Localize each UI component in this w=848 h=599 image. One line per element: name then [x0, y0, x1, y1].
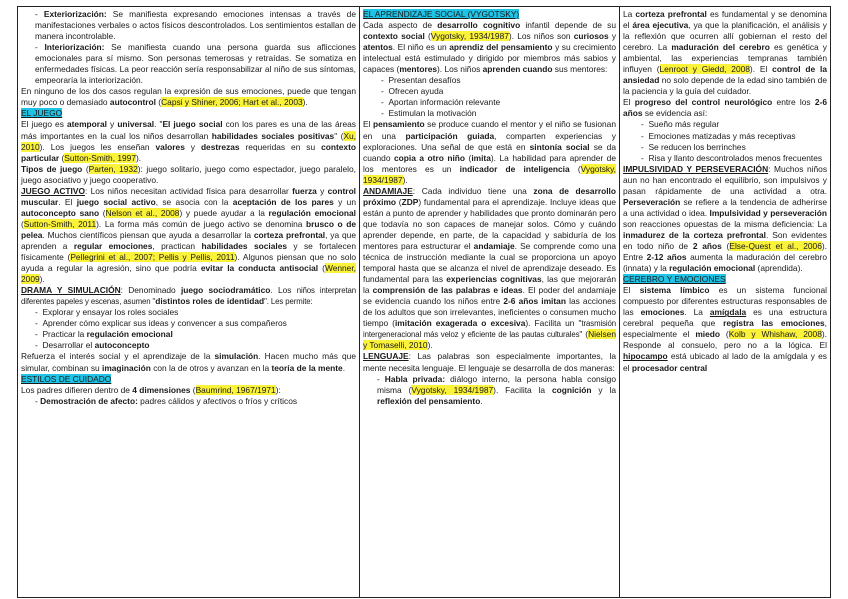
- text-run: . Hacen mucho más que simular, combinan su: [21, 351, 356, 373]
- text-run: , ya que aprenden a: [21, 229, 356, 251]
- text-run: ). La forma más común de juego activo se denomina: [96, 218, 307, 229]
- text-run: y: [608, 31, 617, 42]
- text-run: (: [465, 152, 472, 163]
- text-run: .: [480, 395, 483, 406]
- text-run: ). Algunos piensan que no solo ayuda a regular la agresión, sino que podría: [21, 252, 357, 274]
- impulsividad-paragraph: [623, 164, 827, 274]
- text-run: Se manifiesta cuando una persona guarda sus aflicciones emocionales para sí mismo. Son personas temerosas y retraídas. Se somatiza en enfermedades físicas. La peor reacción sería responsabilizar al niño de sus síntomas, empeoraría la interiorización.: [35, 42, 356, 86]
- sistema-limbico-paragraph: [623, 285, 827, 373]
- cerebro-emociones-heading: CEREBRO Y EMOCIONES: [623, 274, 726, 285]
- text-run: ).: [427, 340, 433, 351]
- text-run: (: [21, 218, 24, 229]
- text-run: pensamiento: [372, 119, 425, 130]
- text-run: Sueño más regular: [648, 119, 720, 130]
- text-run: regulación emocional: [86, 329, 173, 340]
- list-item: - Ofrecen ayuda: [381, 86, 444, 97]
- text-run: imita: [471, 152, 491, 163]
- text-run: ANDAMIAJE: [363, 185, 413, 196]
- text-run: ). La habilidad para aprender de los mentores es un: [363, 152, 617, 174]
- text-run: experiencias cognitivas: [446, 274, 542, 285]
- text-run: juego sociodramático: [180, 285, 271, 296]
- text-run: regular emociones: [73, 240, 153, 251]
- text-run: sistema límbico: [639, 285, 710, 296]
- text-run: valores: [155, 141, 185, 152]
- text-run: ) y puede ayudar a la: [179, 207, 269, 218]
- text-run: aumenta la maduración del cerebro (innata) y la: [623, 252, 827, 274]
- text-run: son reacciones opuestas de la misma deficiencia: La: [623, 218, 827, 229]
- citation: Capsi y Shiner, 2006; Hart et al., 2003: [161, 97, 303, 108]
- text-run: y un: [333, 196, 356, 207]
- simulacion-paragraph: [21, 351, 356, 373]
- text-run: mentores: [399, 64, 438, 75]
- text-run: sintonía social: [529, 141, 590, 152]
- list-item: - Sueño más regular: [641, 119, 720, 130]
- text-run: atemporal: [66, 119, 107, 130]
- text-run: infantil depende de su: [520, 20, 616, 31]
- text-run: . Los: [270, 285, 297, 296]
- el-juego-heading: EL JUEGO: [21, 108, 63, 119]
- text-run: (: [155, 97, 162, 108]
- text-run: ).: [39, 274, 45, 285]
- notes-table: [17, 6, 831, 598]
- estilos-de-cuidado-heading: ESTILOS DE CUIDADO: [21, 373, 112, 384]
- text-run: y la: [591, 384, 616, 395]
- text-run: Practicar la: [42, 329, 87, 340]
- citation: Pellegrini et al., 2007; Pellis y Pellis, 2011: [70, 252, 235, 263]
- text-run: ). El: [749, 64, 773, 75]
- text-run: (: [569, 163, 581, 174]
- text-run: . Son evidentes en todo niño de: [623, 229, 827, 251]
- text-run: Aportan información relevante: [388, 97, 501, 108]
- text-run: : Cada individuo tiene una: [412, 185, 534, 196]
- citation: Xu, 2010: [21, 130, 357, 152]
- text-run: El: [363, 119, 373, 130]
- text-run: 2-6 años imitan: [503, 296, 566, 307]
- text-run: autocontrol: [109, 97, 156, 108]
- citation: Parten, 1932: [88, 163, 138, 174]
- text-run: : Muchos niños aun no han encontrado el equilibrio, son impulsivos y pasan rápidamente de una actividad a otra.: [623, 163, 828, 196]
- text-run: trasmisión intergeneracional más veloz y eficiente de las pautas culturales: [363, 319, 616, 340]
- text-run: ). Los niños: [437, 64, 483, 75]
- andamiaje-paragraph: [363, 186, 616, 352]
- text-run: emociones: [640, 307, 685, 318]
- column-1: [18, 7, 360, 597]
- text-run: entre los: [772, 97, 815, 108]
- column-3: [620, 7, 830, 597]
- text-run: 2-6 años: [623, 97, 827, 119]
- text-run: -: [35, 9, 44, 19]
- text-run: ).: [302, 97, 308, 108]
- text-run: Cada aspecto de: [363, 20, 438, 31]
- exteriorizacion-paragraph: [21, 9, 356, 42]
- text-run: copia a otro niño: [394, 152, 466, 163]
- text-run: habilidades sociales: [201, 240, 288, 251]
- text-run: Los padres difieren dentro de: [21, 384, 133, 395]
- text-run: imaginación: [102, 362, 151, 373]
- text-run: y se fortalecen físicamente (: [21, 240, 356, 263]
- text-run: corteza prefrontal: [253, 229, 326, 240]
- text-run: ). Los juegos les enseñan: [39, 141, 156, 152]
- text-run: con la de otros y avanzan en la: [150, 362, 272, 373]
- text-run: miedo: [695, 329, 721, 340]
- text-run: ) fundamental para el aprendizaje. Incluye ideas que están a punto de aprender y habilidades que pronto dominarán pero que todavía no son capaces de manejar solos. Cómo y cuándo aprender depende, en parte, de la capacidad y sabiduría de los mentores para estructurar el: [363, 196, 616, 251]
- list-item: - Practicar la regulación emocional: [35, 329, 173, 340]
- text-run: IMPULSIVIDAD Y PERSEVERACIÓN: [623, 163, 769, 174]
- text-run: (: [190, 384, 196, 395]
- lenguaje-paragraph: [363, 351, 616, 373]
- text-run: regulación emocional: [268, 207, 356, 218]
- text-run: (: [318, 263, 325, 274]
- text-run: . El niño es un: [392, 42, 450, 53]
- text-run: Presentan desafíos: [388, 75, 461, 86]
- text-run: distintos roles de identidad: [155, 296, 265, 307]
- text-run: indicador de inteligencia: [459, 163, 570, 174]
- text-run: Explorar y ensayar los roles sociales: [42, 307, 179, 318]
- text-run: contexto social: [363, 31, 425, 42]
- text-run: Ofrecen ayuda: [388, 86, 444, 97]
- text-run: Emociones matizadas y más receptivas: [648, 130, 796, 141]
- drama-list: [21, 307, 356, 351]
- text-run: , las que mejorarán la: [363, 274, 616, 296]
- text-run: . Se comprende como una técnica de instrucción mediante la cual se proporciona un apoyo temporal hasta que se alcanza el nivel de aprendizaje deseado. Es fundamental para las: [363, 240, 617, 285]
- text-run: aprenden cuando: [482, 64, 553, 75]
- text-run: , se asocia con la: [155, 196, 233, 207]
- text-run: evitar la conducta antisocial: [200, 263, 319, 274]
- text-run: contexto particular: [21, 141, 356, 163]
- text-run: y: [107, 119, 118, 130]
- text-run: corteza prefrontal: [635, 9, 707, 19]
- drama-simulacion-paragraph: [21, 285, 356, 307]
- list-item: - Desarrollar el autoconcepto: [35, 340, 150, 351]
- text-run: procesador central: [631, 362, 708, 373]
- mentores-list: [363, 75, 616, 119]
- text-run: El juego social: [162, 119, 223, 130]
- text-run: es fundamental y se denomina el: [623, 9, 827, 31]
- text-run: Estimulan la motivación: [388, 108, 477, 119]
- list-item: - Explorar y ensayar los roles sociales: [35, 307, 179, 318]
- text-run: ).: [402, 174, 408, 185]
- citation: Sutton-Smith, 1997: [64, 152, 136, 163]
- text-run: Exteriorización:: [43, 9, 107, 19]
- text-run: aceptación de los pares: [232, 196, 334, 207]
- text-run: : Denominado: [120, 285, 181, 296]
- text-run: niños interpretan diferentes papeles y escenas, asumen ": [21, 286, 356, 307]
- text-run: curiosos: [573, 31, 609, 42]
- list-item: - Aportan información relevante: [381, 97, 501, 108]
- text-run: autoconcepto sano: [21, 207, 100, 218]
- citation: Lenroot y Giedd, 2008: [659, 64, 750, 75]
- dimensiones-paragraph: [21, 385, 356, 396]
- text-run: desarrollo cognitivo: [437, 20, 521, 31]
- tipos-de-juego-paragraph: [21, 164, 356, 186]
- control-neurologico-paragraph: [623, 97, 827, 119]
- text-run: " (: [579, 329, 589, 340]
- text-run: simulación: [214, 351, 259, 362]
- text-run: ). Los niños son: [508, 31, 574, 42]
- text-run: ): juego solitario, juego como espectador, juego paralelo, juego asociativo y juego cooperativo.: [21, 163, 356, 185]
- citation: Sutton-Smith, 2011: [23, 218, 97, 229]
- text-run: hipocampo: [623, 351, 668, 362]
- text-run: está ubicado al lado de la amígdala y es el: [623, 351, 827, 373]
- text-run: Se manifiesta expresando emociones intensas a través de manifestaciones verbales o actos físicos descontrolados. Los sentimientos estallan de manera incontrolable.: [35, 9, 356, 42]
- vygotsky-heading: EL APRENDIZAJE SOCIAL (VYGOTSKY): [363, 9, 520, 19]
- text-run: Demostración de afecto:: [40, 395, 138, 406]
- text-run: Se reducen los berrinches: [648, 141, 746, 152]
- demostracion-afecto-paragraph: [21, 396, 356, 407]
- text-run: El: [623, 285, 640, 296]
- text-run: En ninguno de los dos casos regulan la expresión de sus emociones, puede que tengan muy poco o demasiado: [21, 86, 356, 108]
- text-run: ):: [275, 384, 281, 395]
- text-run: El juego es: [21, 119, 67, 130]
- text-run: , ya que la planificación, el análisis y la reflexión que ocurren allí gobiernan el resto del cerebro. La: [623, 20, 827, 53]
- text-run: Refuerza el interés social y el aprendizaje de la: [21, 351, 215, 362]
- list-item: - Se reducen los berrinches: [641, 141, 746, 152]
- text-run: ). Responde al consuelo, pero no a la lógica. El: [623, 329, 827, 351]
- text-run: ). Facilita la: [493, 384, 552, 395]
- text-run: (: [721, 240, 730, 251]
- text-run: " (: [334, 130, 344, 141]
- text-run: Tipos de juego: [21, 163, 83, 174]
- juego-intro-paragraph: [21, 119, 356, 163]
- citation: Else-Quest et al., 2006: [729, 240, 822, 251]
- text-run: destrezas: [200, 141, 240, 152]
- text-run: regulación emocional: [669, 263, 756, 274]
- text-run: Impulsividad y perseveración: [709, 207, 827, 218]
- pensamiento-paragraph: [363, 119, 616, 185]
- citation: Vygotsky, 1934/1987: [363, 163, 616, 185]
- text-run: se produce cuando el mentor y el niño se fusionan en una: [363, 119, 616, 141]
- corteza-prefrontal-paragraph: [623, 9, 827, 97]
- text-run: (: [424, 31, 431, 42]
- text-run: Interiorización:: [44, 42, 105, 53]
- text-run: Desarrollar el: [42, 340, 95, 351]
- text-run: es una estructura cerebral pequeña que: [623, 307, 827, 329]
- text-run: , especialmente el: [623, 318, 827, 340]
- text-run: Risa y llanto descontrolados menos frecuentes: [648, 152, 823, 163]
- list-item: - Estimulan la motivación: [381, 108, 477, 119]
- text-run: padres cálidos y afectivos o fríos y críticos: [137, 395, 298, 406]
- text-run: y su crecimiento intelectual está estimulado y dirigido por miembros más sabios y capaces (: [363, 42, 616, 75]
- text-run: Perseveración: [623, 196, 681, 207]
- text-run: ". Les permite:: [264, 297, 313, 307]
- text-run: requeridas en su: [239, 141, 322, 152]
- text-run: Habla privada:: [384, 373, 446, 384]
- text-run: y: [316, 185, 328, 196]
- text-run: LENGUAJE: [363, 351, 409, 362]
- text-run: registra las emociones: [723, 318, 825, 329]
- text-run: control de la ansiedad: [623, 64, 827, 86]
- text-run: fuerza: [292, 185, 317, 196]
- text-run: no solo depende de la edad sino también de la paciencia y la guía del cuidador.: [623, 75, 827, 97]
- text-run: (: [99, 207, 106, 218]
- vygotsky-intro-paragraph: [363, 20, 616, 75]
- juego-activo-paragraph: [21, 186, 356, 285]
- habla-privada-paragraph: [363, 374, 616, 407]
- citation: Vygotsky, 1934/1987: [430, 31, 509, 42]
- text-run: comprensión de las palabras e ideas: [372, 285, 523, 296]
- text-run: , practican: [152, 240, 202, 251]
- text-run: se evidencia así:: [642, 108, 708, 119]
- text-run: (: [82, 163, 89, 174]
- text-run: zona de desarrollo próximo: [363, 185, 616, 207]
- list-item: - Risa y llanto descontrolados menos frecuentes: [641, 152, 823, 163]
- text-run: . La: [684, 307, 710, 318]
- text-run: juego social activo: [76, 196, 156, 207]
- text-run: reflexión del pensamiento: [377, 395, 481, 406]
- text-run: andamiaje: [473, 240, 515, 251]
- text-run: : Los niños necesitan actividad física para desarrollar: [84, 185, 293, 196]
- interiorizacion-paragraph: [21, 42, 356, 86]
- text-run: imitación exagerada o excesiva: [394, 318, 526, 329]
- text-run: sus mentores:: [552, 64, 608, 75]
- text-run: ). Entre: [623, 240, 827, 263]
- text-run: -: [35, 42, 45, 53]
- text-run: 4 dimensiones: [132, 384, 191, 395]
- text-run: universal: [117, 119, 155, 130]
- text-run: inmadurez de la corteza prefrontal: [623, 229, 766, 240]
- text-run: es un sistema funcional compuesto por diferentes estructuras responsables de las: [623, 285, 827, 318]
- text-run: (: [396, 196, 402, 207]
- text-run: -: [35, 395, 41, 406]
- text-run: y: [184, 141, 201, 152]
- text-run: con los pares es una de las áreas más importantes en la cual los niños desarrollan: [21, 119, 356, 141]
- text-run: brusco o de pelea: [21, 218, 356, 240]
- text-run: maduración del cerebro: [671, 42, 770, 53]
- text-run: : Las palabras son especialmente importantes, la mente necesita lenguaje. El lenguaje se desarrolla de dos maneras:: [363, 351, 616, 373]
- text-run: área ejecutiva: [632, 20, 689, 31]
- list-item: - Aprender cómo explicar sus ideas y convencer a sus compañeros: [35, 318, 287, 329]
- column-2: [360, 7, 620, 597]
- text-run: ZDP: [401, 196, 419, 207]
- text-run: teoría de la mente: [271, 362, 343, 373]
- list-item: - Emociones matizadas y más receptivas: [641, 130, 796, 141]
- control-neurologico-list: [623, 119, 827, 163]
- text-run: JUEGO ACTIVO: [21, 185, 85, 196]
- text-run: El: [623, 97, 635, 108]
- text-run: amígdala: [709, 307, 747, 318]
- citation: Baumrind, 1967/1971: [195, 384, 276, 395]
- text-run: .: [342, 362, 346, 373]
- text-run: , comparten experiencias y exploraciones. Una señal de que está en: [363, 130, 616, 152]
- text-run: habilidades sociales positivas: [211, 130, 335, 141]
- text-run: La: [623, 9, 636, 19]
- text-run: DRAMA Y SIMULACIÓN: [21, 285, 121, 296]
- text-run: Aprender cómo explicar sus ideas y convencer a sus compañeros: [42, 318, 287, 329]
- text-run: progreso del control neurológico: [634, 97, 773, 108]
- text-run: . El: [58, 196, 77, 207]
- text-run: participación guiada: [405, 130, 495, 141]
- text-run: 2-12 años: [646, 252, 687, 263]
- text-run: es genética y ambiental, las experiencias tempranas también influyen (: [623, 42, 827, 75]
- citation: Kolb y Whishaw, 2008: [728, 329, 822, 340]
- citation: Nelson et al., 2008: [105, 207, 180, 218]
- text-run: se da cuando: [363, 141, 616, 163]
- citation: Wenner, 2009: [21, 263, 356, 285]
- citation: Vygotsky, 1934/1987: [411, 384, 494, 395]
- text-run: control muscular: [21, 185, 357, 207]
- autocontrol-paragraph: [21, 86, 356, 108]
- text-run: cognición: [551, 384, 592, 395]
- text-run: . El poder del andamiaje se evidencia cuando los niños entre: [363, 285, 616, 307]
- text-run: ).: [136, 152, 142, 163]
- text-run: aprendiz del pensamiento: [449, 42, 553, 53]
- text-run: -: [377, 373, 385, 384]
- text-run: se refiere a la tendencia de adherirse a una actividad o idea.: [623, 196, 827, 218]
- text-run: diálogo interno, la persona habla consigo misma (: [377, 373, 616, 395]
- text-run: autoconcepto: [94, 340, 150, 351]
- text-run: . ": [154, 119, 163, 130]
- text-run: 2 años: [692, 240, 722, 251]
- text-run: (aprendida).: [755, 263, 803, 274]
- text-run: (: [720, 329, 729, 340]
- text-run: . Muchos científicos piensan que ayuda a desarrollar la: [42, 229, 254, 240]
- list-item: - Presentan desafíos: [381, 75, 461, 86]
- citation: Nielsen y Tomaselli, 2010: [363, 329, 616, 351]
- text-run: atentos: [363, 42, 393, 53]
- text-run: ). Facilita un ": [525, 318, 582, 329]
- text-run: (: [59, 152, 65, 163]
- text-run: las acciones de los adultos que son irrelevantes, ineficientes o consumen mucho tiempo (: [363, 296, 616, 329]
